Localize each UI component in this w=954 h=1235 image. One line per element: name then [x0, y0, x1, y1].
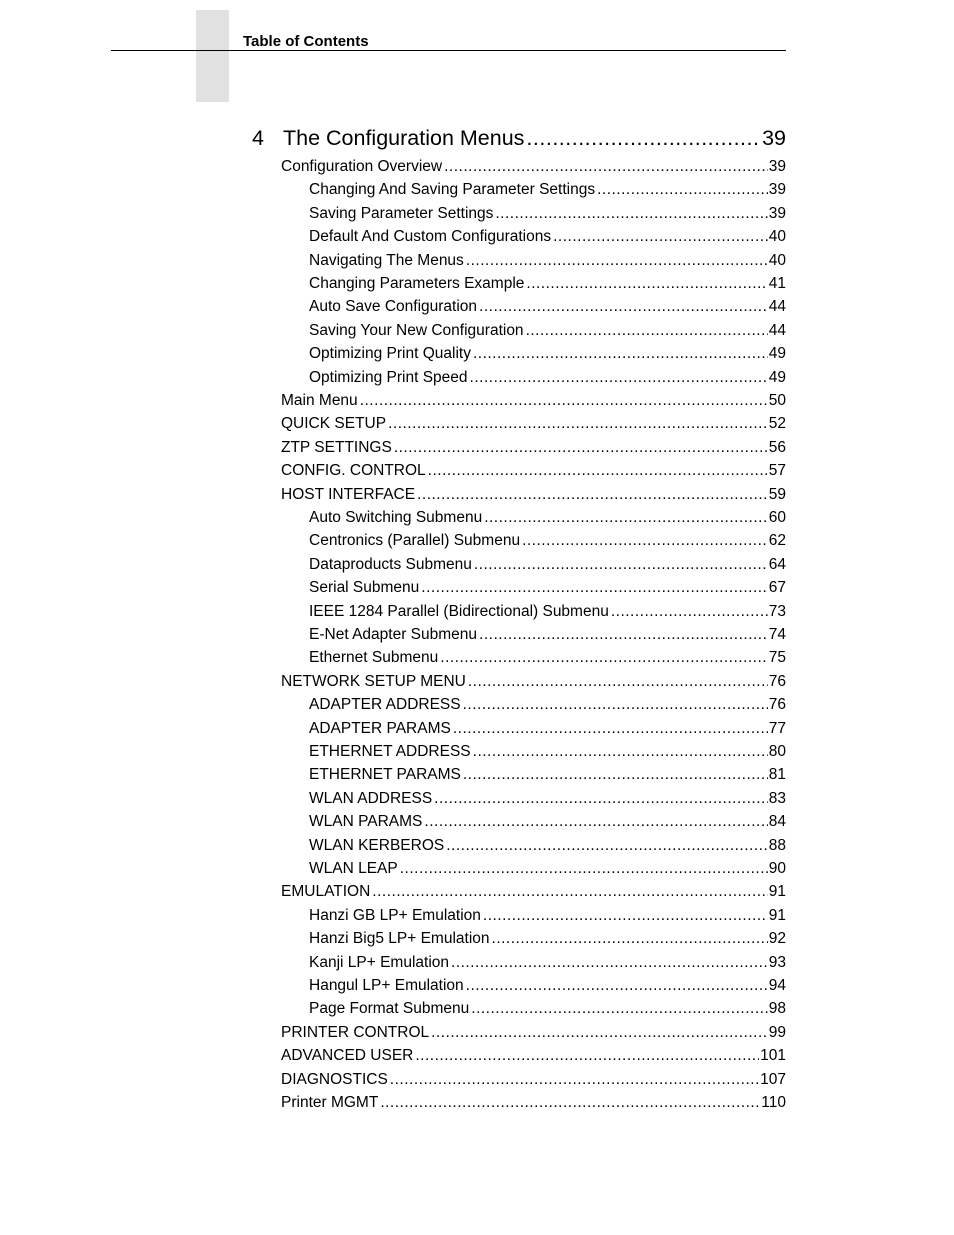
- toc-entry[interactable]: [281, 1092, 786, 1114]
- toc-dot-leader: [466, 975, 768, 997]
- toc-entry-page-number: 91: [768, 883, 786, 901]
- chapter-heading[interactable]: [252, 124, 786, 152]
- toc-entry[interactable]: [309, 835, 786, 857]
- toc-entry-page-number: 39: [768, 181, 786, 199]
- toc-entry-page-number: 64: [768, 555, 786, 573]
- toc-entry-label: IEEE 1284 Parallel (Bidirectional) Submenu: [309, 602, 609, 620]
- toc-entry[interactable]: [309, 928, 786, 950]
- toc-dot-leader: [611, 601, 768, 623]
- toc-entry-page-number: 62: [768, 532, 786, 550]
- toc-entry-label: Printer MGMT: [281, 1094, 379, 1111]
- toc-entry[interactable]: [309, 905, 786, 927]
- toc-entry-page-number: 76: [768, 672, 786, 690]
- toc-entry[interactable]: [309, 811, 786, 833]
- toc-entry-label: WLAN ADDRESS: [309, 789, 433, 807]
- toc-dot-leader: [380, 1092, 760, 1114]
- toc-entry[interactable]: [309, 998, 786, 1020]
- toc-entry[interactable]: [309, 601, 786, 623]
- toc-entry[interactable]: [281, 1045, 786, 1067]
- toc-entry-label: Configuration Overview: [281, 158, 443, 175]
- chapter-tab-marker: [196, 10, 229, 102]
- toc-dot-leader: [483, 905, 768, 927]
- toc-entry[interactable]: [309, 226, 786, 248]
- toc-entry-label: ETHERNET PARAMS: [309, 766, 461, 784]
- toc-entry-page-number: 39: [768, 204, 786, 222]
- toc-entry[interactable]: [281, 156, 786, 178]
- toc-entry[interactable]: [281, 460, 786, 482]
- toc-entry-label: Optimizing Print Speed: [309, 368, 468, 386]
- toc-dot-leader: [424, 811, 767, 833]
- toc-dot-leader: [466, 250, 768, 272]
- toc-entry[interactable]: [309, 554, 786, 576]
- toc-entry[interactable]: [309, 203, 786, 225]
- toc-entry-label: Auto Switching Submenu: [309, 509, 483, 526]
- toc-entry-label: EMULATION: [281, 883, 371, 901]
- toc-entry[interactable]: [309, 250, 786, 272]
- toc-entry-label: NETWORK SETUP MENU: [281, 672, 466, 690]
- toc-dot-leader: [473, 343, 768, 365]
- toc-entry-page-number: 49: [768, 368, 786, 386]
- toc-entry[interactable]: [281, 390, 786, 412]
- toc-entry-label: ETHERNET ADDRESS: [309, 743, 471, 760]
- toc-entry[interactable]: [309, 647, 786, 669]
- toc-dot-leader: [388, 413, 768, 435]
- toc-entry-label: Hangul LP+ Emulation: [309, 977, 464, 994]
- toc-dot-leader: [492, 928, 768, 950]
- toc-entry-label: Dataproducts Submenu: [309, 555, 472, 573]
- toc-entry-label: Hanzi Big5 LP+ Emulation: [309, 930, 490, 948]
- toc-entry-page-number: 88: [768, 836, 786, 854]
- toc-entry-page-number: 91: [768, 906, 786, 924]
- toc-entry[interactable]: [281, 1022, 786, 1044]
- toc-entry-label: Serial Submenu: [309, 579, 420, 597]
- toc-dot-leader: [484, 507, 768, 529]
- toc-entry-page-number: 110: [761, 1094, 786, 1111]
- toc-entry[interactable]: [309, 273, 786, 295]
- toc-dot-leader: [440, 647, 767, 669]
- toc-entry[interactable]: [309, 530, 786, 552]
- toc-entry[interactable]: [309, 764, 786, 786]
- toc-entry-label: Default And Custom Configurations: [309, 228, 552, 246]
- toc-entry-page-number: 41: [768, 275, 786, 292]
- toc-entry-label: DIAGNOSTICS: [281, 1070, 388, 1088]
- toc-entry-label: CONFIG. CONTROL: [281, 462, 426, 480]
- toc-entry[interactable]: [309, 296, 786, 318]
- toc-entry-page-number: 81: [768, 766, 786, 784]
- toc-entry[interactable]: [309, 694, 786, 716]
- toc-dot-leader: [470, 367, 768, 389]
- toc-entry[interactable]: [309, 741, 786, 763]
- toc-dot-leader: [434, 788, 768, 810]
- toc-entry-label: ZTP SETTINGS: [281, 438, 392, 456]
- toc-dot-leader: [526, 273, 767, 295]
- toc-entry-page-number: 90: [768, 860, 786, 877]
- toc-dot-leader: [451, 952, 768, 974]
- toc-entry-label: WLAN PARAMS: [309, 813, 423, 831]
- toc-dot-leader: [400, 858, 768, 880]
- toc-dot-leader: [372, 881, 767, 903]
- toc-entry-label: Auto Save Configuration: [309, 298, 478, 316]
- toc-entry-label: Changing Parameters Example: [309, 275, 525, 292]
- toc-entry-page-number: 84: [768, 813, 786, 831]
- toc-dot-leader: [474, 554, 768, 576]
- toc-entry-label: WLAN LEAP: [309, 860, 398, 877]
- toc-dot-leader: [526, 320, 768, 342]
- toc-entry[interactable]: [309, 577, 786, 599]
- toc-dot-leader: [415, 1045, 759, 1067]
- toc-dot-leader: [597, 179, 768, 201]
- toc-entry[interactable]: [309, 718, 786, 740]
- toc-entry-label: Centronics (Parallel) Submenu: [309, 532, 521, 550]
- toc-entry-page-number: 93: [768, 953, 786, 971]
- toc-entry-label: Ethernet Submenu: [309, 649, 439, 667]
- toc-entry[interactable]: [309, 179, 786, 201]
- toc-entry-page-number: 73: [768, 602, 786, 620]
- toc-entry-page-number: 39: [768, 158, 786, 175]
- toc-dot-leader: [421, 577, 767, 599]
- toc-dot-leader: [431, 1022, 768, 1044]
- toc-entry[interactable]: [309, 952, 786, 974]
- toc-entry[interactable]: [309, 507, 786, 529]
- toc-entry-page-number: 49: [768, 345, 786, 363]
- toc-dot-leader: [479, 296, 768, 318]
- toc-entry[interactable]: [281, 413, 786, 435]
- toc-entry-page-number: 99: [768, 1023, 786, 1041]
- toc-entry-page-number: 67: [768, 579, 786, 597]
- toc-entry-label: Page Format Submenu: [309, 1000, 470, 1018]
- toc-entry-page-number: 76: [768, 696, 786, 714]
- toc-entry[interactable]: [309, 320, 786, 342]
- toc-entry-page-number: 44: [768, 298, 786, 316]
- chapter-title: The Configuration Menus: [283, 126, 525, 150]
- toc-entry[interactable]: [309, 788, 786, 810]
- toc-entry-page-number: 74: [768, 626, 786, 643]
- toc-entry[interactable]: [309, 858, 786, 880]
- toc-dot-leader: [390, 1069, 759, 1091]
- toc-dot-leader: [471, 998, 767, 1020]
- chapter-number: 4: [252, 126, 264, 150]
- toc-entry-page-number: 60: [768, 509, 786, 526]
- toc-dot-leader: [479, 624, 768, 646]
- toc-dot-leader: [553, 226, 768, 248]
- toc-entry-label: ADVANCED USER: [281, 1047, 414, 1065]
- toc-entry-label: PRINTER CONTROL: [281, 1023, 430, 1041]
- toc-entry[interactable]: [309, 624, 786, 646]
- toc-entry-label: ADAPTER PARAMS: [309, 719, 451, 737]
- toc-dot-leader: [463, 764, 768, 786]
- toc-entry[interactable]: [281, 671, 786, 693]
- toc-entry-page-number: 40: [768, 251, 786, 269]
- toc-entry-page-number: 77: [768, 719, 786, 737]
- toc-entry[interactable]: [309, 975, 786, 997]
- toc-entry[interactable]: [281, 881, 786, 903]
- toc-dot-leader: [463, 694, 768, 716]
- toc-entry-label: Hanzi GB LP+ Emulation: [309, 906, 481, 924]
- toc-entry-page-number: 57: [768, 462, 786, 480]
- toc-entry-label: Optimizing Print Quality: [309, 345, 471, 363]
- toc-entry-label: QUICK SETUP: [281, 415, 387, 433]
- toc-entry-page-number: 80: [768, 743, 786, 760]
- toc-entry-page-number: 50: [768, 392, 786, 409]
- chapter-dot-leader: [526, 124, 761, 152]
- toc-entry[interactable]: [281, 484, 786, 506]
- toc-entry-page-number: 52: [768, 415, 786, 433]
- toc-dot-leader: [473, 741, 768, 763]
- toc-entry-page-number: 101: [760, 1047, 786, 1065]
- toc-entry-label: E-Net Adapter Submenu: [309, 626, 478, 643]
- toc-dot-leader: [428, 460, 768, 482]
- toc-dot-leader: [417, 484, 768, 506]
- toc-dot-leader: [495, 203, 767, 225]
- toc-entry-page-number: 94: [768, 977, 786, 994]
- toc-entry-label: ADAPTER ADDRESS: [309, 696, 461, 714]
- toc-entry-page-number: 44: [768, 321, 786, 339]
- toc-entry-label: Saving Parameter Settings: [309, 204, 494, 222]
- toc-entry-label: Navigating The Menus: [309, 251, 464, 269]
- toc-dot-leader: [468, 671, 768, 693]
- toc-dot-leader: [360, 390, 768, 412]
- toc-entry[interactable]: [281, 1069, 786, 1091]
- toc-entry-label: Kanji LP+ Emulation: [309, 953, 450, 971]
- toc-dot-leader: [444, 156, 768, 178]
- toc-dot-leader: [394, 437, 768, 459]
- header-rule: [111, 50, 786, 51]
- toc-entry-page-number: 98: [768, 1000, 786, 1018]
- toc-entry-page-number: 75: [768, 649, 786, 667]
- toc-dot-leader: [446, 835, 768, 857]
- toc-entry-page-number: 83: [768, 789, 786, 807]
- toc-dot-leader: [453, 718, 768, 740]
- toc-entry-label: Changing And Saving Parameter Settings: [309, 181, 596, 199]
- toc-entry[interactable]: [281, 437, 786, 459]
- toc-entry-label: Saving Your New Configuration: [309, 321, 524, 339]
- toc-entry-page-number: 59: [768, 485, 786, 503]
- toc-entry-label: WLAN KERBEROS: [309, 836, 445, 854]
- toc-entry-page-number: 56: [768, 438, 786, 456]
- toc-entry-page-number: 107: [760, 1070, 786, 1088]
- toc-entry[interactable]: [309, 343, 786, 365]
- toc-entry-label: HOST INTERFACE: [281, 485, 416, 503]
- running-header-title: Table of Contents: [243, 33, 369, 50]
- toc-dot-leader: [522, 530, 768, 552]
- toc-entry-label: Main Menu: [281, 392, 358, 409]
- chapter-page-number: 39: [762, 126, 786, 150]
- toc-entry-page-number: 40: [768, 228, 786, 246]
- toc-entry[interactable]: [309, 367, 786, 389]
- toc-entry-page-number: 92: [768, 930, 786, 948]
